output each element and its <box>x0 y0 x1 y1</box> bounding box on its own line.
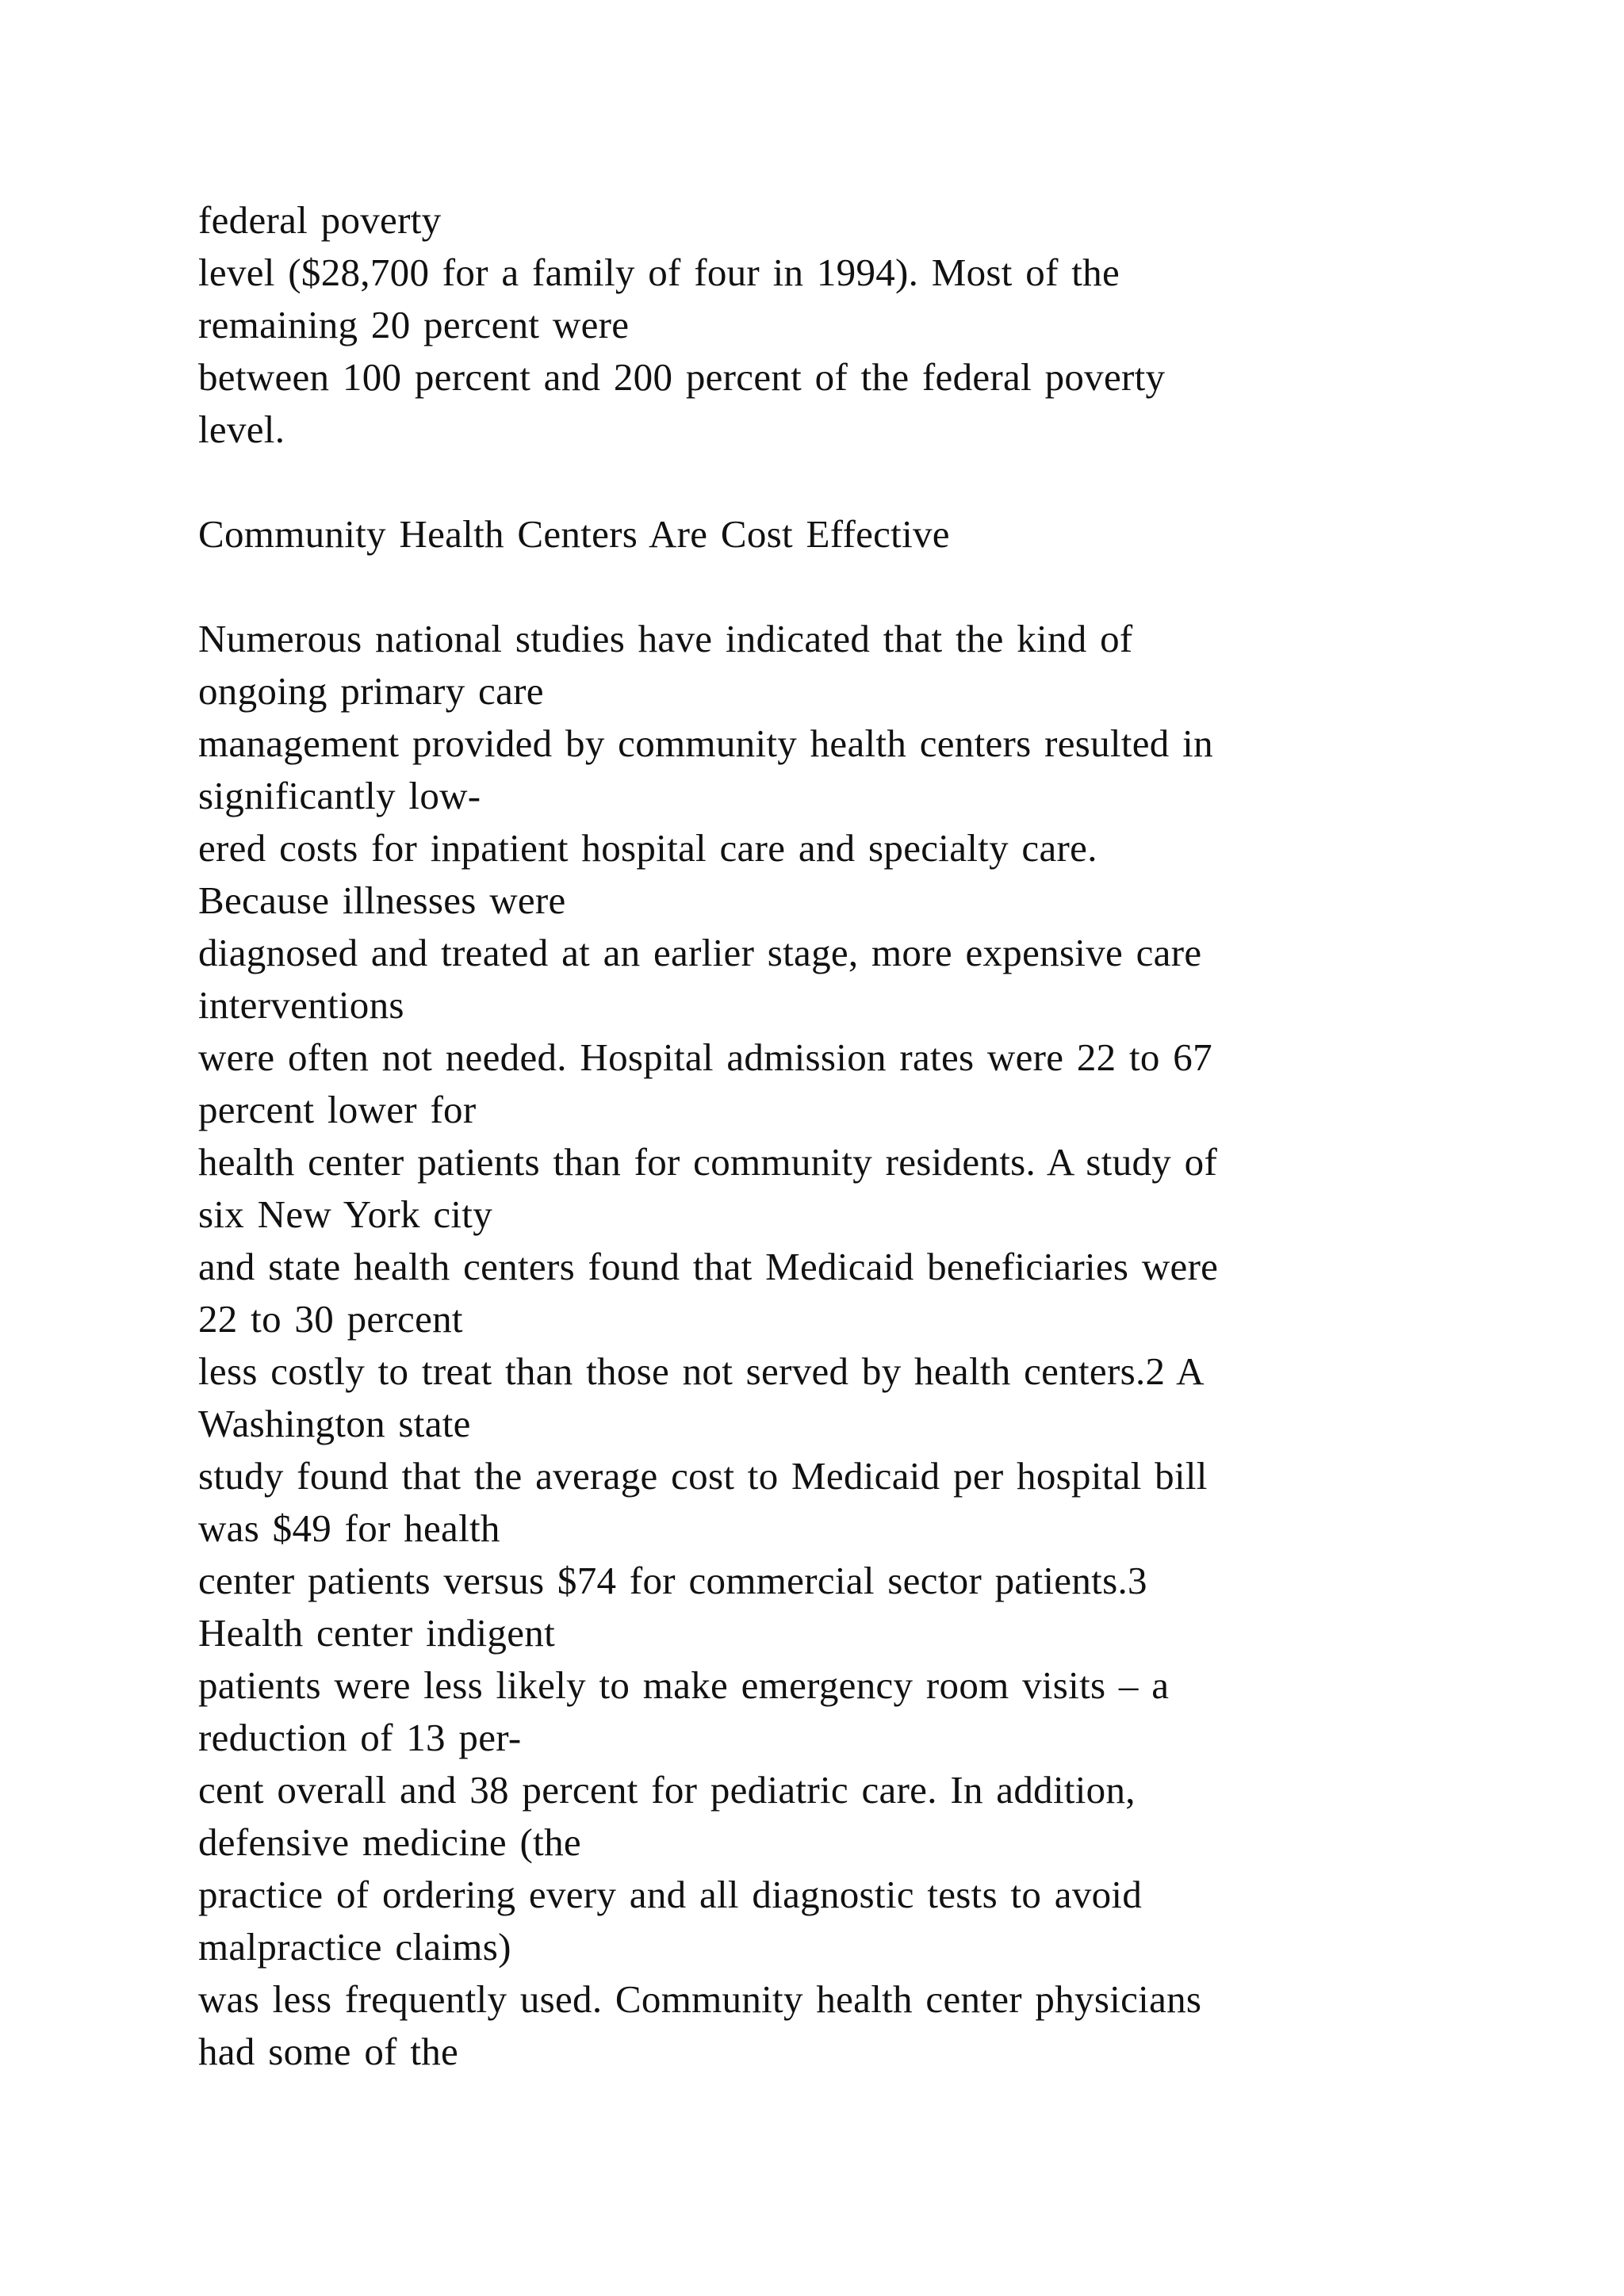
text-line: interventions <box>198 983 404 1027</box>
text-line: between 100 percent and 200 percent of the federal poverty <box>198 355 1166 399</box>
text-line: and state health centers found that Medicaid beneficiaries were <box>198 1245 1219 1288</box>
text-line: level. <box>198 408 285 451</box>
text-line: management provided by community health centers resulted in <box>198 721 1213 765</box>
text-line: malpractice claims) <box>198 1925 511 1969</box>
text-line: health center patients than for community residents. A study of <box>198 1140 1218 1184</box>
text-line: center patients versus $74 for commercial sector patients.3 <box>198 1559 1147 1602</box>
text-line: had some of the <box>198 2030 459 2073</box>
text-line: were often not needed. Hospital admission rates were 22 to 67 <box>198 1035 1212 1079</box>
text-line: ered costs for inpatient hospital care and specialty care. <box>198 826 1097 870</box>
text-line: Washington state <box>198 1402 471 1445</box>
text-line: cent overall and 38 percent for pediatric care. In addition, <box>198 1768 1136 1812</box>
text-line: Because illnesses were <box>198 878 566 922</box>
text-line: percent lower for <box>198 1088 477 1131</box>
text-line: 22 to 30 percent <box>198 1297 463 1341</box>
text-line: federal poverty <box>198 198 442 242</box>
section-heading: Community Health Centers Are Cost Effective <box>198 512 950 556</box>
text-line: was $49 for health <box>198 1506 500 1550</box>
text-line: reduction of 13 per- <box>198 1716 522 1759</box>
text-line: Numerous national studies have indicated that the kind of <box>198 617 1133 660</box>
text-line: practice of ordering every and all diagnostic tests to avoid <box>198 1873 1143 1916</box>
text-line: patients were less likely to make emergency room visits – a <box>198 1663 1170 1707</box>
text-line: remaining 20 percent were <box>198 303 630 346</box>
text-line: ongoing primary care <box>198 669 544 713</box>
text-line: less costly to treat than those not served by health centers.2 A <box>198 1349 1205 1393</box>
text-line: level ($28,700 for a family of four in 1994). Most of the <box>198 251 1120 294</box>
text-line: was less frequently used. Community health center physicians <box>198 1977 1202 2021</box>
text-line: study found that the average cost to Medicaid per hospital bill <box>198 1454 1208 1498</box>
text-line: significantly low- <box>198 774 481 817</box>
text-line: six New York city <box>198 1192 493 1236</box>
text-line: diagnosed and treated at an earlier stage, more expensive care <box>198 931 1202 974</box>
text-line: Health center indigent <box>198 1611 555 1655</box>
text-line: defensive medicine (the <box>198 1820 581 1864</box>
